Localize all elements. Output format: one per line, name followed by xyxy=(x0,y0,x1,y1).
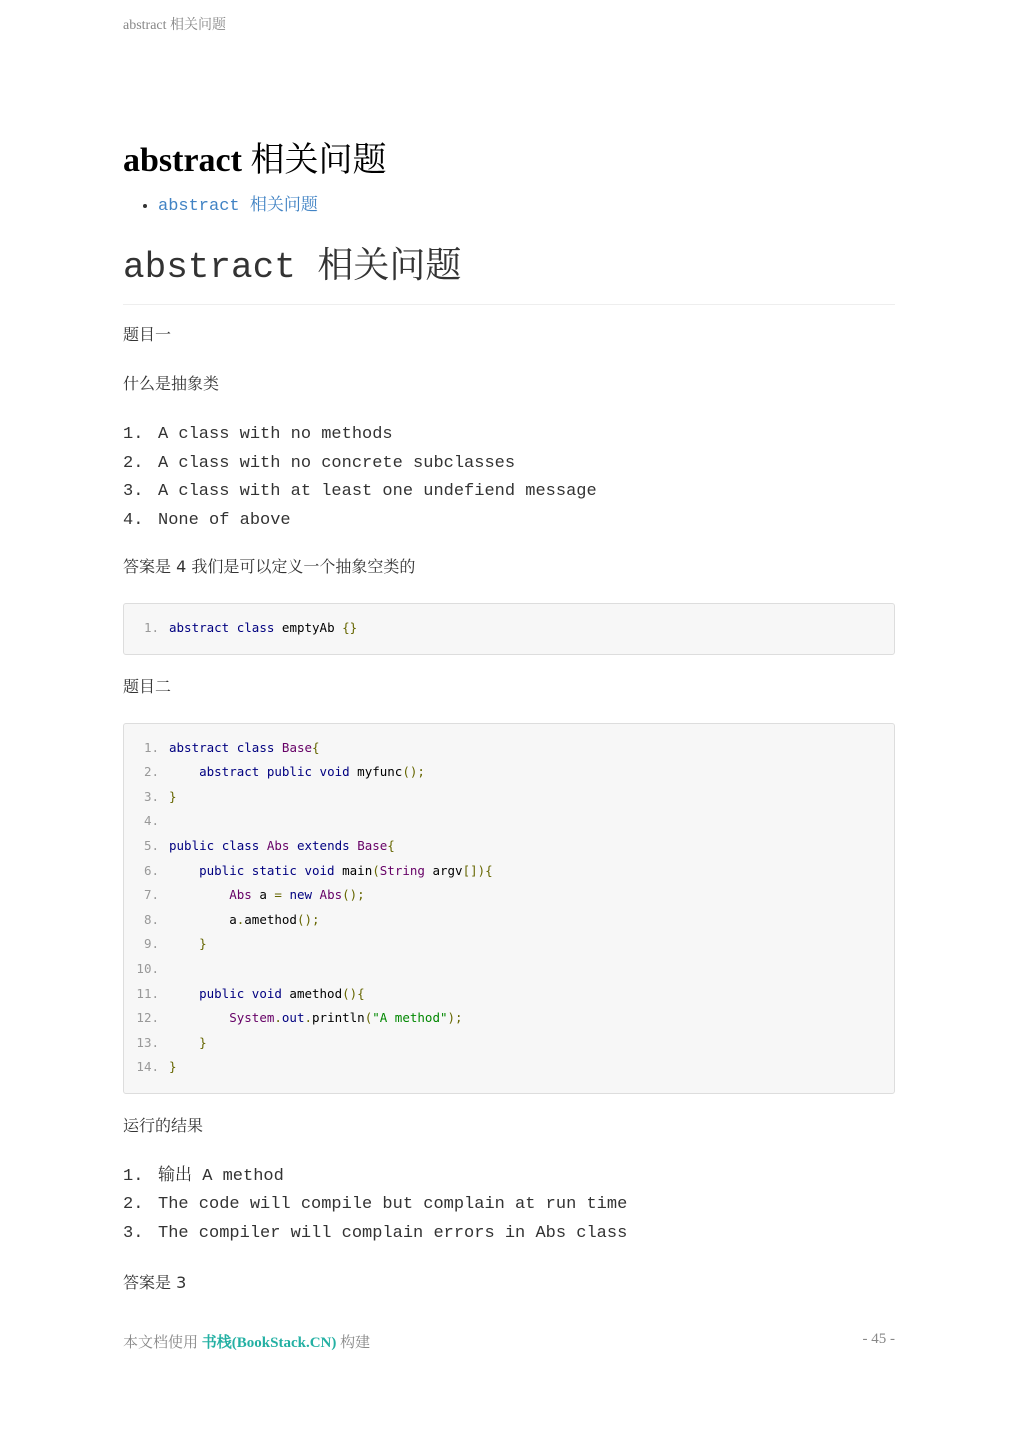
code-token: amethod xyxy=(244,911,297,927)
code-line xyxy=(124,982,894,1007)
line-number: 14. xyxy=(136,1059,159,1075)
table-of-contents xyxy=(123,196,895,218)
code-token: new xyxy=(289,887,313,903)
code-text xyxy=(169,1031,207,1056)
code-token: } xyxy=(169,788,177,804)
line-number: 10. xyxy=(136,960,159,976)
code-token: = xyxy=(274,887,282,903)
code-token: ( xyxy=(364,1010,373,1026)
code-token: extends xyxy=(296,837,350,853)
document-body xyxy=(123,138,895,1294)
code-text xyxy=(169,982,365,1007)
code-token xyxy=(169,1010,229,1025)
code-token: Abs xyxy=(319,887,343,903)
page-title-bold: abstract xyxy=(123,142,242,179)
code-token: class xyxy=(236,739,275,755)
list-item: 2. The code will compile but complain at run time xyxy=(123,1195,628,1215)
code-token xyxy=(169,986,199,1001)
list-item: 3. The compiler will complain errors in Abs class xyxy=(123,1223,628,1243)
code-line xyxy=(124,957,894,982)
q1-answer: 答案是 4 我们是可以定义一个抽象空类的 xyxy=(123,557,416,576)
code-token xyxy=(259,838,267,853)
code-token: void xyxy=(304,862,335,878)
code-token: { xyxy=(312,739,320,755)
code-block-2 xyxy=(123,723,895,1094)
code-token: . xyxy=(274,1010,282,1026)
q2-label: 题目二 xyxy=(123,676,172,696)
line-number: 9. xyxy=(143,936,159,952)
code-token: out xyxy=(281,1010,305,1026)
footer-credit: 本文档使用 书栈(BookStack.CN) 构建 xyxy=(123,1335,371,1351)
code-token: (){ xyxy=(342,985,365,1001)
code-line xyxy=(124,1055,894,1080)
code-token: } xyxy=(169,1059,177,1075)
code-token xyxy=(229,620,237,635)
code-text xyxy=(169,859,493,884)
code-token: abstract xyxy=(169,739,230,755)
code-token xyxy=(312,887,320,902)
code-token xyxy=(229,740,237,755)
code-token: abstract xyxy=(169,620,230,635)
code-token: emptyAb xyxy=(274,620,343,635)
section-heading: abstract 相关问题 xyxy=(123,246,895,305)
code-text xyxy=(169,1006,463,1031)
code-token: void xyxy=(251,985,282,1001)
code-token: Base xyxy=(357,837,388,853)
code-token: abstract xyxy=(199,764,260,780)
code-token: a xyxy=(169,911,237,927)
code-token: class xyxy=(236,620,275,635)
page-number: - 45 - xyxy=(862,1331,895,1347)
code-token: "A method" xyxy=(372,1010,448,1026)
code-token: . xyxy=(236,911,245,927)
page-title-rest: 相关问题 xyxy=(241,142,387,179)
code-line xyxy=(124,859,894,884)
code-token: amethod xyxy=(281,985,343,1001)
result-label: 运行的结果 xyxy=(123,1115,204,1135)
list-item: 4. None of above xyxy=(123,510,291,530)
code-line xyxy=(124,616,894,641)
q1-label: 题目一 xyxy=(123,325,172,344)
code-token: []){ xyxy=(462,862,493,878)
line-number: 1. xyxy=(143,739,159,755)
code-line xyxy=(124,736,894,761)
list-item: 3. A class with at least one undefiend message xyxy=(123,482,597,501)
code-token: System xyxy=(229,1010,275,1026)
code-line xyxy=(124,932,894,957)
code-token: public xyxy=(199,985,245,1001)
code-token xyxy=(169,764,199,779)
code-token: } xyxy=(199,1034,207,1050)
code-text xyxy=(169,932,207,957)
list-item: 1. A class with no methods xyxy=(123,425,393,444)
code-token: } xyxy=(199,936,207,952)
code-token xyxy=(312,764,320,779)
running-header: abstract 相关问题 xyxy=(123,18,227,33)
code-token: void xyxy=(319,764,350,780)
code-token: main xyxy=(334,862,373,878)
code-token xyxy=(259,764,267,779)
line-number: 13. xyxy=(136,1034,159,1050)
line-number: 1. xyxy=(143,620,159,635)
code-token: println xyxy=(312,1010,365,1026)
code-text xyxy=(169,785,177,810)
line-number: 2. xyxy=(143,764,159,780)
code-token: static xyxy=(251,862,297,878)
result-answer: 答案是 3 xyxy=(123,1273,187,1293)
code-text xyxy=(169,1055,177,1080)
code-text xyxy=(169,760,425,785)
code-token xyxy=(274,740,282,755)
toc-link[interactable]: abstract 相关问题 xyxy=(158,197,318,216)
code-token: a xyxy=(251,887,275,903)
code-token: Base xyxy=(281,739,313,755)
line-number: 3. xyxy=(143,788,159,804)
list-item: 1. 输出 A method xyxy=(123,1166,284,1186)
code-token xyxy=(169,863,199,878)
line-number: 4. xyxy=(143,813,159,829)
toc-item xyxy=(158,196,895,218)
code-token: class xyxy=(221,837,260,853)
line-number: 5. xyxy=(143,837,159,853)
result-options xyxy=(123,1163,895,1249)
page-title xyxy=(123,138,895,184)
line-number: 11. xyxy=(136,985,159,1001)
code-block-1 xyxy=(123,603,895,655)
line-number: 6. xyxy=(143,862,159,878)
code-token xyxy=(244,986,252,1001)
code-token: public xyxy=(169,837,215,853)
code-line xyxy=(124,883,894,908)
line-number: 12. xyxy=(136,1010,159,1026)
q1-question: 什么是抽象类 xyxy=(123,374,220,393)
code-token: String xyxy=(379,862,425,878)
line-number: 7. xyxy=(143,887,159,903)
code-token: public xyxy=(199,862,245,878)
code-line xyxy=(124,785,894,810)
code-token xyxy=(214,838,222,853)
line-number: 8. xyxy=(143,911,159,927)
code-text xyxy=(169,883,365,908)
code-token xyxy=(289,838,297,853)
code-line xyxy=(124,834,894,859)
code-token: . xyxy=(304,1010,313,1026)
code-token: ( xyxy=(372,862,380,878)
code-line xyxy=(124,1031,894,1056)
code-token xyxy=(169,887,229,902)
code-token xyxy=(244,863,252,878)
q1-options xyxy=(123,421,895,535)
code-token: (); xyxy=(296,911,320,927)
code-token: public xyxy=(266,764,313,780)
footer-brand-link[interactable]: 书栈(BookStack.CN) xyxy=(201,1335,337,1351)
code-token xyxy=(169,1035,199,1050)
code-text xyxy=(169,736,320,761)
code-token: { xyxy=(387,837,395,853)
code-token xyxy=(169,936,199,951)
code-text xyxy=(169,834,395,859)
code-line xyxy=(124,908,894,933)
code-text xyxy=(169,616,357,641)
code-token: Abs xyxy=(266,837,290,853)
code-line xyxy=(124,809,894,834)
list-item: 2. A class with no concrete subclasses xyxy=(123,453,516,473)
code-token: {} xyxy=(342,620,358,635)
code-token: (); xyxy=(402,764,425,780)
code-token: (); xyxy=(342,887,365,903)
code-token: argv xyxy=(424,862,463,878)
code-token: myfunc xyxy=(349,764,403,780)
code-token: ); xyxy=(447,1010,463,1026)
code-line xyxy=(124,1006,894,1031)
code-line xyxy=(124,760,894,785)
code-token: Abs xyxy=(229,887,252,903)
code-text xyxy=(169,908,320,933)
